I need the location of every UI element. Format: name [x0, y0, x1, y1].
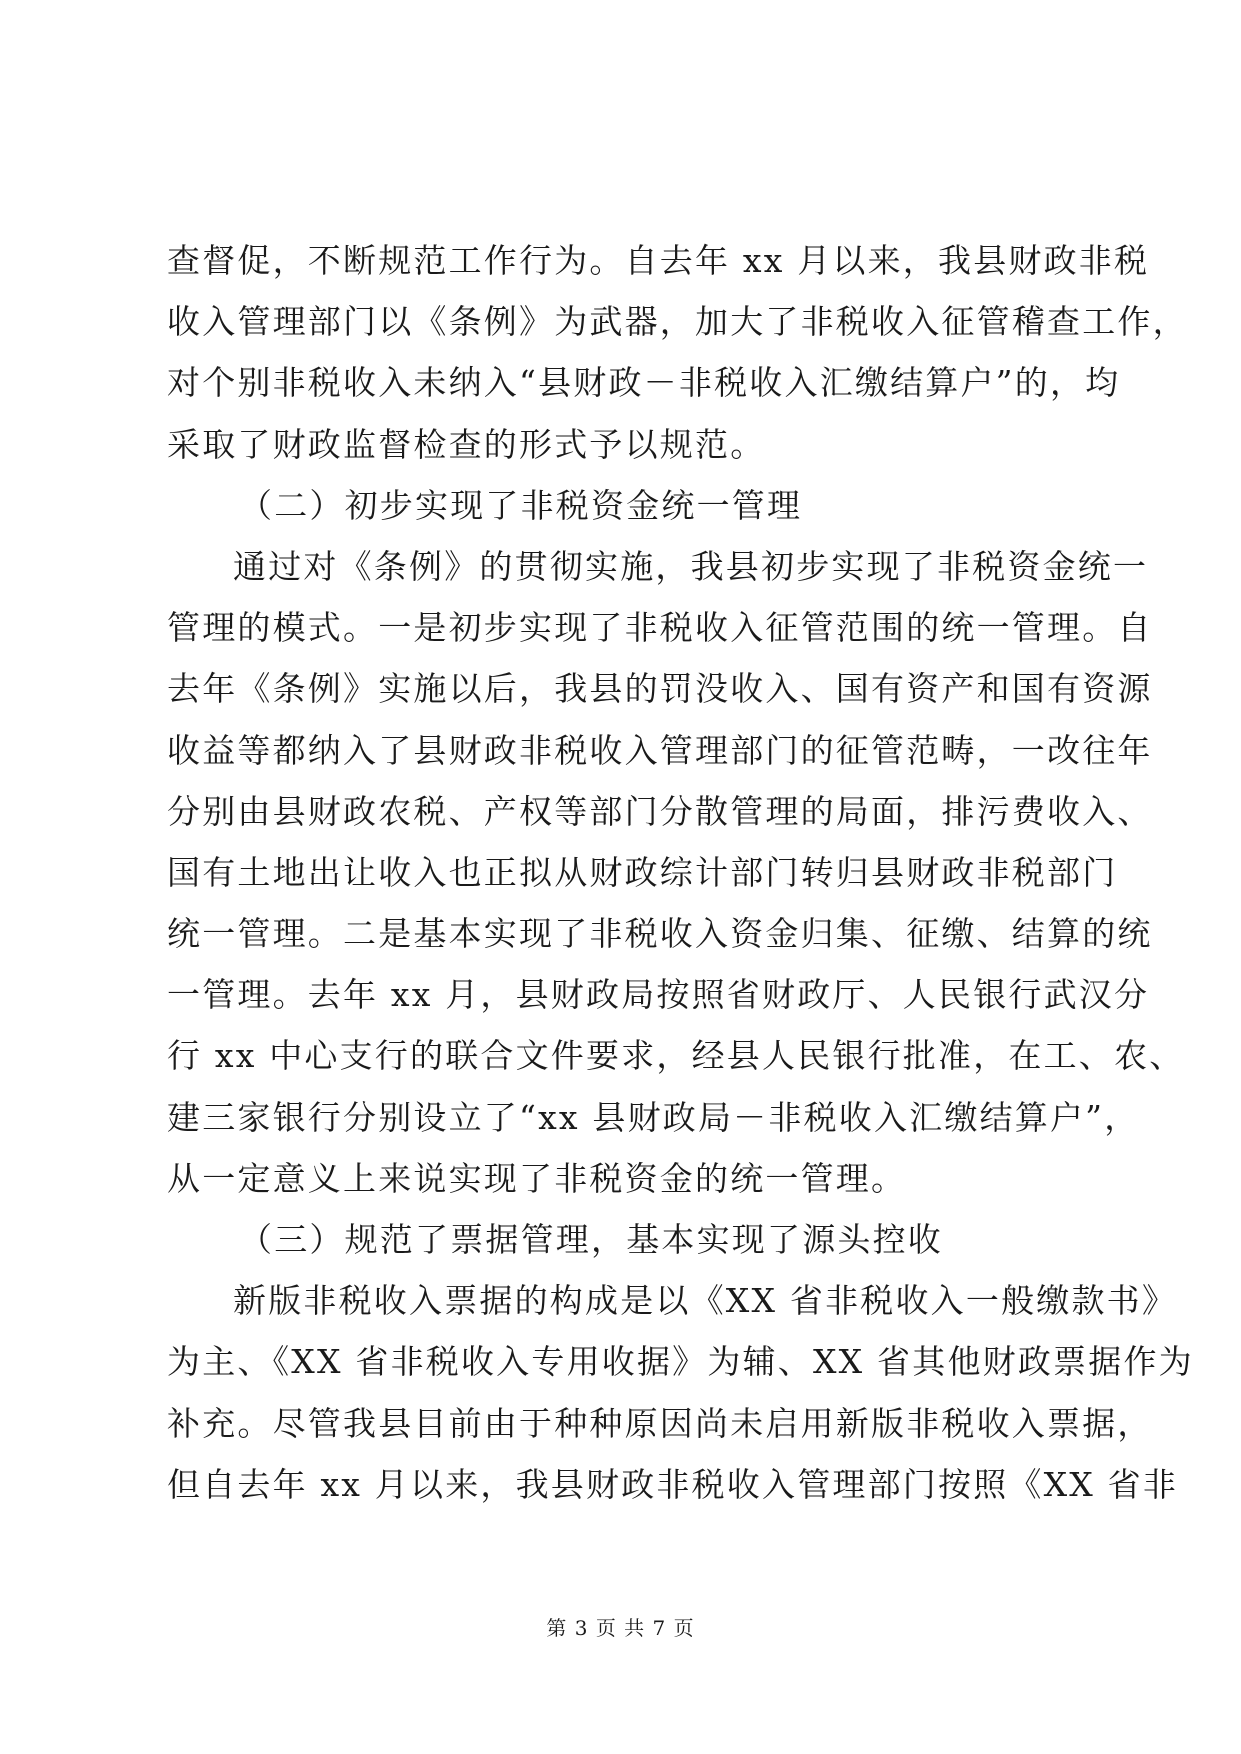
- paragraph-line: 分别由县财政农税、产权等部门分散管理的局面，排污费收入、: [167, 791, 1153, 831]
- section-heading: （三）规范了票据管理，基本实现了源头控收: [239, 1220, 943, 1259]
- paragraph-line: 补充。尽管我县目前由于种种原因尚未启用新版非税收入票据，: [167, 1403, 1153, 1443]
- paragraph-line: 为主、《XX 省非税收入专用收据》为辅、XX 省其他财政票据作为: [167, 1342, 1194, 1382]
- paragraph-line: 行 xx 中心支行的联合文件要求，经县人民银行批准，在工、农、: [167, 1036, 1185, 1076]
- page-footer: 第 3 页 共 7 页: [546, 1616, 695, 1640]
- document-body: [167, 230, 1194, 1515]
- paragraph-line: 国有土地出让收入也正拟从财政综计部门转归县财政非税部门: [167, 852, 1118, 892]
- paragraph-line: 通过对《条例》的贯彻实施，我县初步实现了非税资金统一: [233, 546, 1149, 586]
- paragraph-line: 从一定意义上来说实现了非税资金的统一管理。: [167, 1158, 907, 1198]
- section-heading: （二）初步实现了非税资金统一管理: [239, 485, 803, 525]
- paragraph-line: 收入管理部门以《条例》为武器，加大了非税收入征管稽查工作，: [167, 302, 1188, 342]
- paragraph-line: 管理的模式。一是初步实现了非税收入征管范围的统一管理。自: [167, 608, 1153, 648]
- paragraph-line: 统一管理。二是基本实现了非税收入资金归集、征缴、结算的统: [167, 914, 1153, 954]
- paragraph-line: 采取了财政监督检查的形式予以规范。: [167, 424, 766, 464]
- paragraph-line: 建三家银行分别设立了“xx 县财政局－非税收入汇缴结算户”，: [167, 1097, 1140, 1137]
- paragraph-line: 但自去年 xx 月以来，我县财政非税收入管理部门按照《XX 省非: [167, 1464, 1179, 1504]
- paragraph-line: 一管理。去年 xx 月，县财政局按照省财政厅、人民银行武汉分: [167, 975, 1150, 1015]
- paragraph-line: 新版非税收入票据的构成是以《XX 省非税收入一般缴款书》: [233, 1281, 1178, 1321]
- paragraph-line: 去年《条例》实施以后，我县的罚没收入、国有资产和国有资源: [167, 669, 1153, 709]
- paragraph-line: 收益等都纳入了县财政非税收入管理部门的征管范畴，一改往年: [167, 730, 1153, 770]
- paragraph-line: 对个别非税收入未纳入“县财政－非税收入汇缴结算户”的，均: [167, 363, 1121, 403]
- paragraph-line: 查督促，不断规范工作行为。自去年 xx 月以来，我县财政非税: [167, 241, 1150, 280]
